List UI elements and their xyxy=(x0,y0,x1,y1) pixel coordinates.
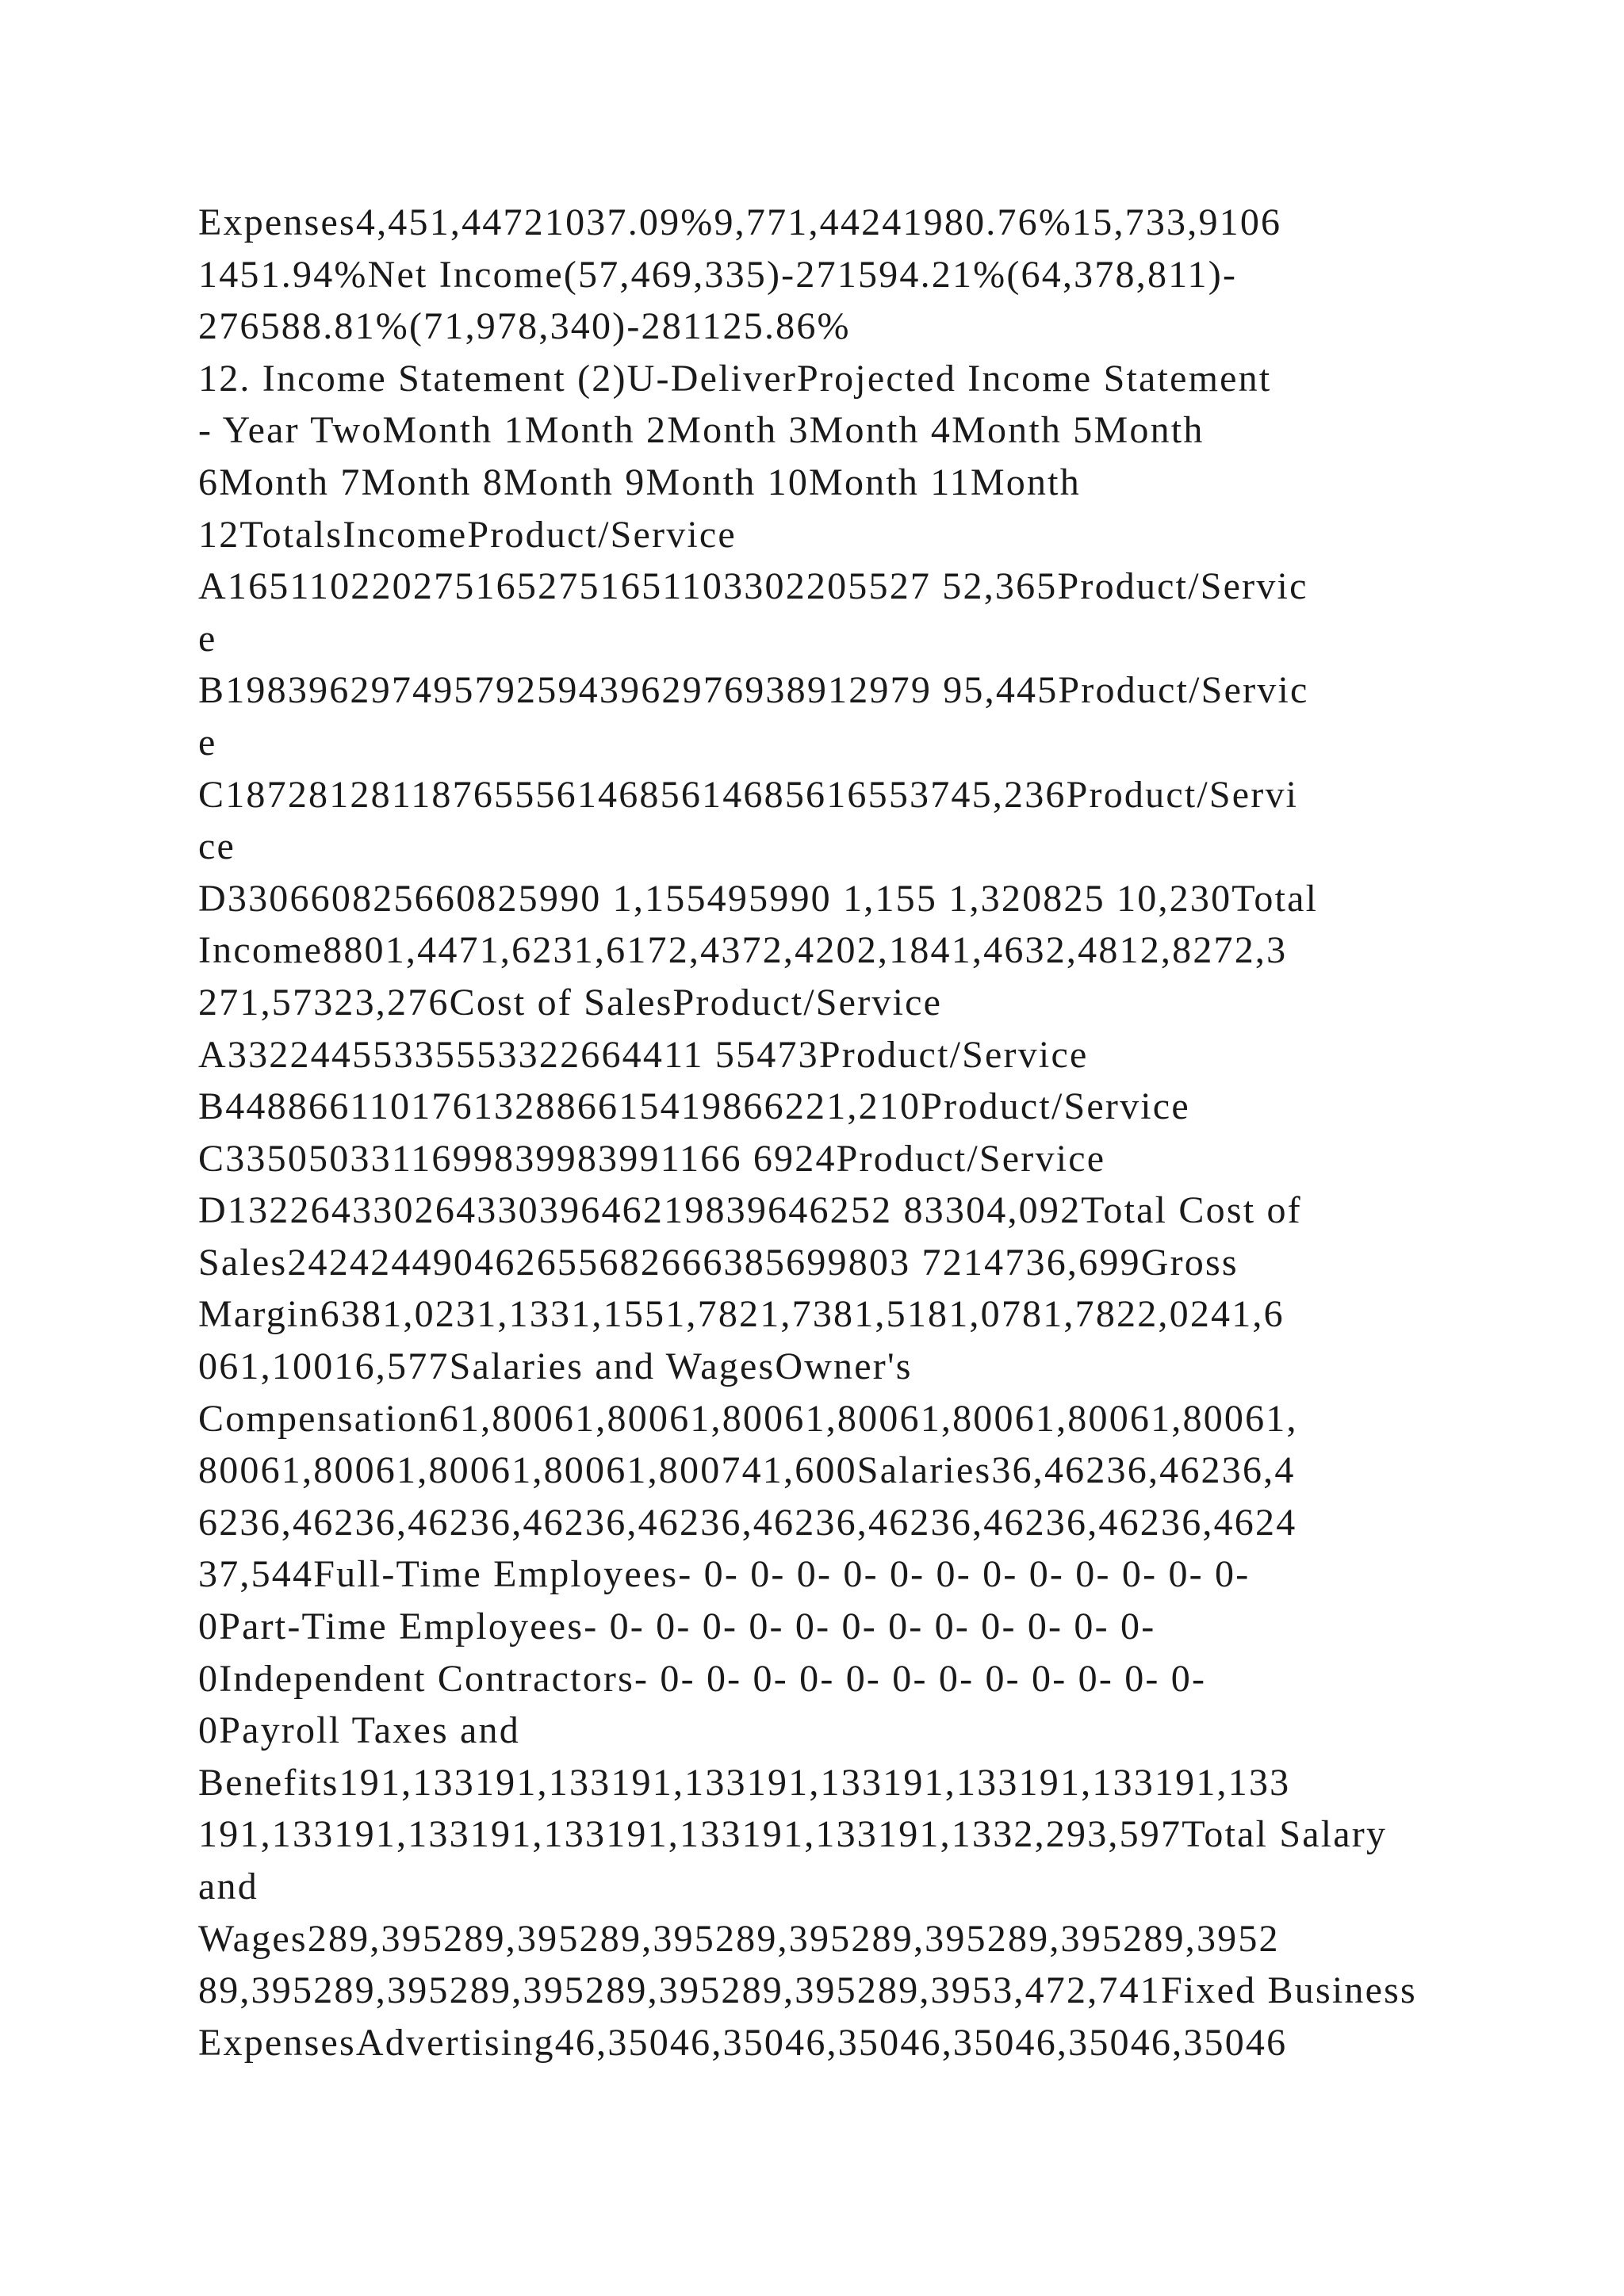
text-line: and xyxy=(198,1866,259,1908)
section-heading: 12. Income Statement (2)U-DeliverProjected Income Statement xyxy=(198,357,1272,400)
text-line: Benefits191,133191,133191,133191,133191,133191,133191,133 xyxy=(198,1761,1291,1804)
text-line: A33224455335553322664411 55473Product/Service xyxy=(198,1033,1089,1076)
text-line: D330660825660825990 1,155495990 1,155 1,320825 10,230Total xyxy=(198,877,1319,920)
text-line: C1872812811876555614685614685616553745,236Product/Servi xyxy=(198,773,1299,816)
text-line: 6Month 7Month 8Month 9Month 10Month 11Month xyxy=(198,461,1081,503)
text-line: e xyxy=(198,721,217,763)
text-line: A1651102202751652751651103302205527 52,365Product/Servic xyxy=(198,565,1308,608)
text-line: B448866110176132886615419866221,210Product/Service xyxy=(198,1085,1190,1128)
text-line: 191,133191,133191,133191,133191,133191,1332,293,597Total Salary xyxy=(198,1813,1388,1856)
document-body xyxy=(198,197,1435,2068)
text-line: Wages289,395289,395289,395289,395289,395289,395289,3952 xyxy=(198,1917,1280,1960)
text-line: ExpensesAdvertising46,35046,35046,35046,35046,35046,35046 xyxy=(198,2021,1288,2064)
text-line: ce xyxy=(198,825,236,868)
text-line: e xyxy=(198,617,217,660)
text-line: Expenses4,451,44721037.09%9,771,44241980.76%15,733,9106 xyxy=(198,201,1282,243)
text-line: C3350503311699839983991166 6924Product/Service xyxy=(198,1137,1106,1180)
text-line: 0Part-Time Employees- 0- 0- 0- 0- 0- 0- 0- 0- 0- 0- 0- 0- xyxy=(198,1605,1156,1648)
text-line: B1983962974957925943962976938912979 95,445Product/Servic xyxy=(198,669,1309,712)
text-line: 271,57323,276Cost of SalesProduct/Service xyxy=(198,981,943,1024)
text-line: 0Independent Contractors- 0- 0- 0- 0- 0- 0- 0- 0- 0- 0- 0- 0- xyxy=(198,1657,1207,1700)
text-line: 89,395289,395289,395289,395289,395289,3953,472,741Fixed Business xyxy=(198,1969,1417,2012)
text-line: Margin6381,0231,1331,1551,7821,7381,5181,0781,7822,0241,6 xyxy=(198,1293,1285,1336)
text-line: Sales242424490462655682666385699803 7214736,699Gross xyxy=(198,1241,1239,1284)
text-line: 276588.81%(71,978,340)-281125.86% xyxy=(198,305,851,348)
text-line: D13226433026433039646219839646252 83304,092Total Cost of xyxy=(198,1189,1302,1232)
text-line: 12TotalsIncomeProduct/Service xyxy=(198,513,737,556)
text-line: 1451.94%Net Income(57,469,335)-271594.21%(64,378,811)- xyxy=(198,253,1238,296)
text-line: 0Payroll Taxes and xyxy=(198,1709,520,1752)
text-line: 80061,80061,80061,80061,800741,600Salaries36,46236,46236,4 xyxy=(198,1449,1296,1492)
text-line: - Year TwoMonth 1Month 2Month 3Month 4Month 5Month xyxy=(198,409,1205,452)
text-line: 6236,46236,46236,46236,46236,46236,46236,46236,46236,4624 xyxy=(198,1501,1297,1544)
text-line: Income8801,4471,6231,6172,4372,4202,1841,4632,4812,8272,3 xyxy=(198,929,1288,972)
text-line: Compensation61,80061,80061,80061,80061,80061,80061,80061, xyxy=(198,1397,1298,1440)
text-line: 061,10016,577Salaries and WagesOwner's xyxy=(198,1345,913,1388)
text-line: 37,544Full-Time Employees- 0- 0- 0- 0- 0- 0- 0- 0- 0- 0- 0- 0- xyxy=(198,1553,1251,1596)
